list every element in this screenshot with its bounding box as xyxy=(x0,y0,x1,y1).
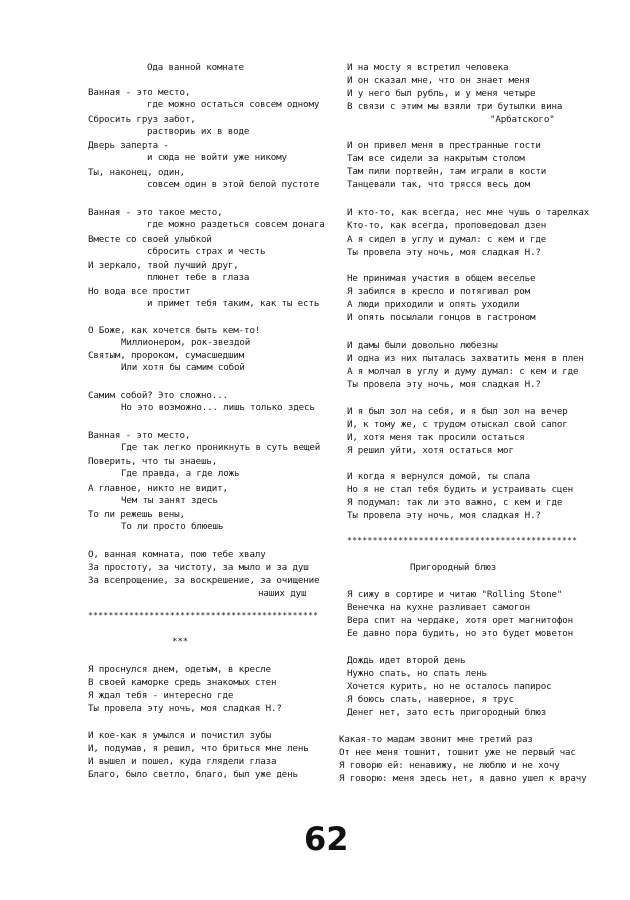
poem-line: Ты провела эту ночь, моя сладкая Н.? xyxy=(347,379,541,390)
poem-line: Я боюсь спать, наверное, я трус xyxy=(347,694,514,705)
poem-line: Я забился в кресло и потягивал ром xyxy=(347,286,530,297)
poem-line: То ли режешь вены, xyxy=(88,509,185,520)
poem-line: Дождь идет второй день xyxy=(347,655,466,666)
poem-line: Дверь заперта - xyxy=(88,140,169,151)
poem-line: Танцевали так, что трясся весь дом xyxy=(347,179,530,190)
poem-line: В своей каморке средь знакомых стен xyxy=(88,677,277,688)
poem-line: И, подумав, я решил, что бриться мне лень xyxy=(88,743,309,754)
poem-line: И одна из них пыталась захватить меня в плен xyxy=(347,353,584,364)
poem-title: Ода ванной комнате xyxy=(147,62,244,73)
poem-line: И кое-как я умылся и почистил зубы xyxy=(88,730,271,741)
poem-line: наших душ xyxy=(258,588,307,599)
poem-line: От нее меня тошнит, тошнит уже не первый час xyxy=(339,747,576,758)
poem-line: И я был зол на себя, и я был зол на вечер xyxy=(347,406,568,417)
poem-line: и сюда не войти уже никому xyxy=(147,152,287,163)
poem-line: И на мосту я встретил человека xyxy=(347,62,509,73)
poem-line: За всепрощение, за воскрешение, за очищение xyxy=(88,575,320,586)
poem-line: Там все сидели за накрытым столом xyxy=(347,153,525,164)
poem-line: Денег нет, зато есть пригородный блюз xyxy=(347,707,547,718)
poem-line: О, ванная комната, пою тебе хвалу xyxy=(88,549,266,560)
poem-line: Ты, наконец, один, xyxy=(88,167,185,178)
poem-line: Ванная - это место, xyxy=(88,430,191,441)
poem-line: раствориь их в воде xyxy=(147,126,250,137)
poem-line: И, к тому же, с трудом отыскал свой сапог xyxy=(347,419,568,430)
poem-line: и примет тебя таким, как ты есть xyxy=(147,298,320,309)
poem-line: Какая-то мадам звонит мне третий раз xyxy=(339,734,533,745)
poem-line: Хочется курить, но не осталось папирос xyxy=(347,681,552,692)
poem-line: Я решил уйти, хотя остаться мог xyxy=(347,445,514,456)
poem-line: Или хотя бы самим собой xyxy=(121,362,245,373)
poem-line: И он привел меня в престранные гости xyxy=(347,140,541,151)
poem-line: Нужно спать, но спать лень xyxy=(347,668,487,679)
separator: ********************************************* xyxy=(347,536,578,545)
poem-line: плюнет тебе в глаза xyxy=(147,272,250,283)
poem-title: Пригородный блюз xyxy=(410,562,497,573)
poem-line: Ты провела эту ночь, моя сладкая Н.? xyxy=(347,510,541,521)
poem-line: За простоту, за чистоту, за мыло и за душ xyxy=(88,562,309,573)
page-number: 62 xyxy=(304,820,349,858)
poem-line: Не принимая участия в общем веселье xyxy=(347,273,536,284)
poem-line: Вера спит на чердаке, хотя орет магнитофон xyxy=(347,615,574,626)
poem-line: "Арбатского" xyxy=(490,114,555,125)
poem-line: Я подумал: так ли это важно, с кем и где xyxy=(347,497,563,508)
poem-line: И опять посылали гонцов в гастроном xyxy=(347,312,536,323)
poem-line: А люди приходили и опять уходили xyxy=(347,299,520,310)
poem-line: И кто-то, как всегда, нес мне чушь о тарелках xyxy=(347,207,590,218)
poem-line: совсем один в этой белой пустоте xyxy=(147,179,320,190)
poem-line: Я сижу в сортире и читаю "Rolling Stone" xyxy=(347,589,563,600)
poem-line: О Боже, как хочется быть кем-то! xyxy=(88,325,261,336)
poem-line: Благо, было светло, благо, был уже день xyxy=(88,769,298,780)
poem-line: То ли просто блюешь xyxy=(121,521,224,532)
poem-line: Святым, пророком, сумасшедшим xyxy=(88,350,245,361)
poem-line: И он сказал мне, что он знает меня xyxy=(347,75,530,86)
poem-line: Но я не стал тебя будить и устраивать сцен xyxy=(347,484,574,495)
poem-line: Где так легко проникнуть в суть вещей xyxy=(121,442,321,453)
poem-line: Вместе со своей улыбкой xyxy=(88,234,212,245)
poem-line: где можно раздеться совсем донага xyxy=(147,219,325,230)
poem-line: Ее давно пора будить, но это будет моветон xyxy=(347,628,574,639)
poem-line: А я молчал в углу и думу думал: с кем и где xyxy=(347,366,579,377)
poem-line: И дамы были довольно любезны xyxy=(347,340,498,351)
poem-line: И у него был рубль, и у меня четыре xyxy=(347,88,536,99)
poem-line: Но это возможно... лишь только здесь xyxy=(121,402,315,413)
poem-line: Я говорю ей: ненавижу, не люблю и не хочу xyxy=(339,760,560,771)
poem-line: Ванная - это место, xyxy=(88,87,191,98)
poem-line: Ванная - это такое место, xyxy=(88,207,223,218)
poem-line: И, хотя меня так просили остаться xyxy=(347,432,525,443)
poem-line: Чем ты занят здесь xyxy=(121,495,218,506)
poem-line: Венечка на кухне разливает самогон xyxy=(347,602,530,613)
poem-line: Сбросить груз забот, xyxy=(88,114,196,125)
poem-line: Миллионером, рок-звездой xyxy=(121,337,251,348)
poem-line: Я говорю: меня здесь нет, я давно ушел к врачу xyxy=(339,773,587,784)
poem-line: В связи с этим мы взяли три бутылки вина xyxy=(347,101,563,112)
poem-line: Я ждал тебя - интересно где xyxy=(88,690,234,701)
poem-line: где можно остаться совсем одному xyxy=(147,99,320,110)
poem-line: А я сидел в углу и думал: с кем и где xyxy=(347,234,547,245)
poem-line: А главное, никто не видит, xyxy=(88,483,228,494)
poem-line: И зеркало, твой лучший друг, xyxy=(88,260,239,271)
poem-line: Кто-то, как всегда, проповедовал дзен xyxy=(347,220,547,231)
poem-line: Где правда, а где ложь xyxy=(121,468,240,479)
poem-line: Я проснулся днем, одетым, в кресле xyxy=(88,664,271,675)
poem-line: Поверить, что ты знаешь, xyxy=(88,456,218,467)
poem-line: И вышел и пошел, куда глядели глаза xyxy=(88,756,277,767)
poem-line: сбросить страх и честь xyxy=(147,246,266,257)
poem-line: Самим собой? Это сложно... xyxy=(88,390,228,401)
poem-title: *** xyxy=(172,636,189,647)
poem-line: Ты провела эту ночь, моя сладкая Н.? xyxy=(88,703,282,714)
poem-line: Но вода все простит xyxy=(88,286,191,297)
poem-line: Ты провела эту ночь, моя сладкая Н.? xyxy=(347,247,541,258)
poem-line: И когда я вернулся домой, ты спала xyxy=(347,471,530,482)
separator: ********************************************* xyxy=(88,611,319,620)
poem-line: Там пили портвейн, там играли в кости xyxy=(347,166,547,177)
